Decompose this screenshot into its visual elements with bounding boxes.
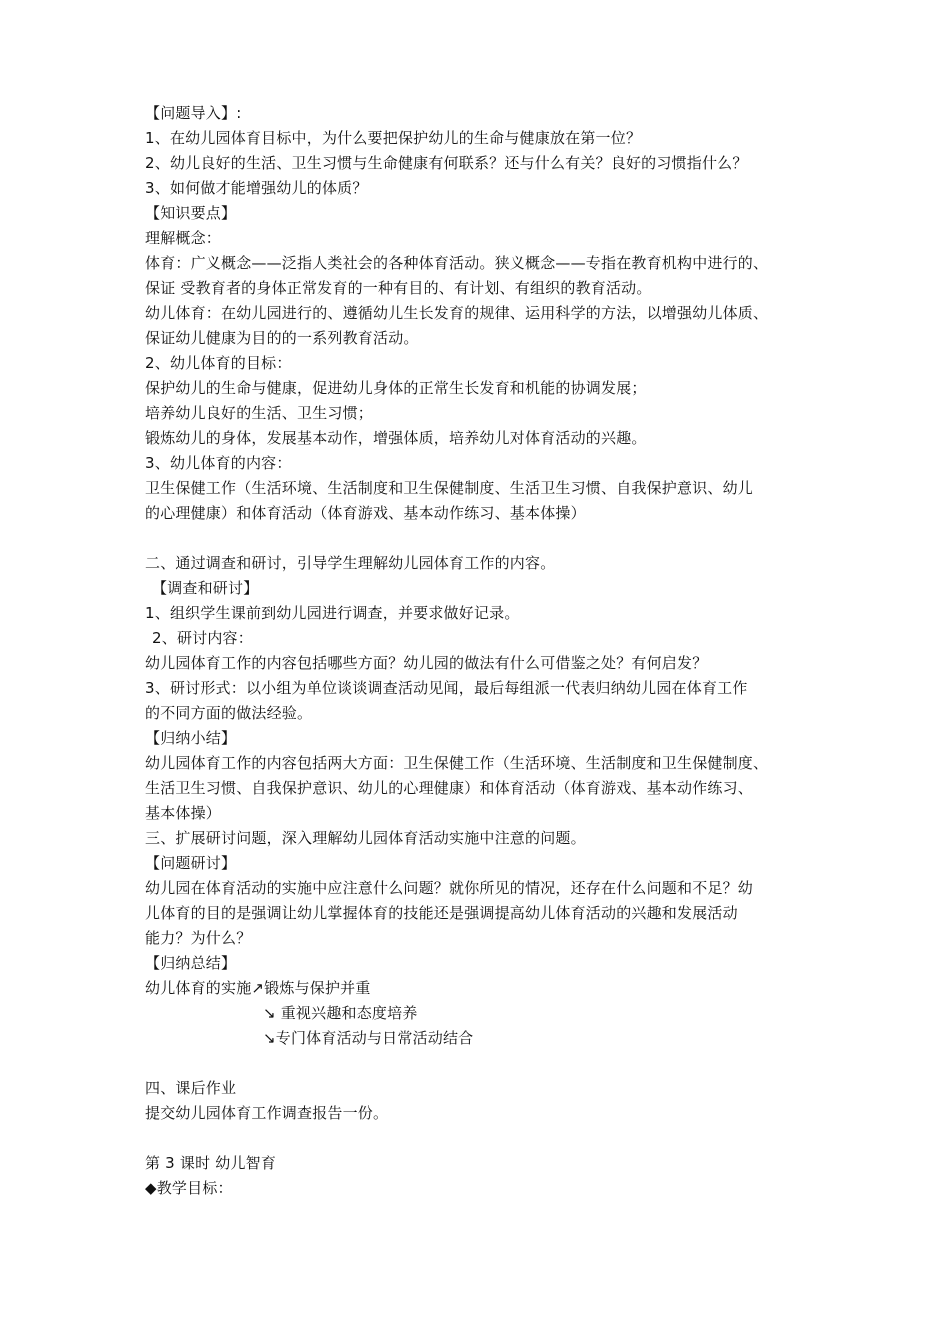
text-line: 3、如何做才能增强幼儿的体质？ (145, 179, 368, 197)
text-line: 生活卫生习惯、自我保护意识、幼儿的心理健康）和体育活动（体育游戏、基本动作练习、 (145, 779, 754, 797)
text-line: 锻炼幼儿的身体，发展基本动作，增强体质，培养幼儿对体育活动的兴趣。 (145, 429, 647, 447)
text-line: 提交幼儿园体育工作调查报告一份。 (145, 1104, 389, 1122)
text-line: 幼儿园在体育活动的实施中应注意什么问题？就你所见的情况，还存在什么问题和不足？幼 (145, 879, 754, 897)
text-line: 2、研讨内容： (152, 629, 253, 647)
heading-problem-discussion: 【问题研讨】 (145, 854, 237, 872)
heading-knowledge-points: 【知识要点】 (145, 204, 237, 222)
heading-summary: 【归纳小结】 (145, 729, 237, 747)
text-line: 保护幼儿的生命与健康，促进幼儿身体的正常生长发育和机能的协调发展； (145, 379, 647, 397)
text-line: 卫生保健工作（生活环境、生活制度和卫生保健制度、生活卫生习惯、自我保护意识、幼儿 (145, 479, 754, 497)
text-line: 理解概念： (145, 229, 222, 247)
text-line: 儿体育的目的是强调让幼儿掌握体育的技能还是强调提高幼儿体育活动的兴趣和发展活动 (145, 904, 738, 922)
text-line: 体育：广义概念——泛指人类社会的各种体育活动。狭义概念——专指在教育机构中进行的、 (145, 254, 769, 272)
section-heading-3: 三、扩展研讨问题，深入理解幼儿园体育活动实施中注意的问题。 (145, 829, 586, 847)
text-line: ↘ 重视兴趣和态度培养 (263, 1004, 418, 1022)
text-line: 幼儿体育的实施↗锻炼与保护并重 (145, 979, 371, 997)
text-line: 2、幼儿体育的目标： (145, 354, 292, 372)
text-line: 幼儿体育：在幼儿园进行的、遵循幼儿生长发育的规律、运用科学的方法，以增强幼儿体质、 (145, 304, 769, 322)
text-line: 的不同方面的做法经验。 (145, 704, 313, 722)
heading-conclusion: 【归纳总结】 (145, 954, 237, 972)
text-line: ↘专门体育活动与日常活动结合 (263, 1029, 474, 1047)
text-line: 2、幼儿良好的生活、卫生习惯与生命健康有何联系？还与什么有关？良好的习惯指什么？ (145, 154, 748, 172)
text-line: 保证 受教育者的身体正常发育的一种有目的、有计划、有组织的教育活动。 (145, 279, 652, 297)
text-line: 能力？为什么？ (145, 929, 252, 947)
text-line: 1、在幼儿园体育目标中，为什么要把保护幼儿的生命与健康放在第一位？ (145, 129, 642, 147)
text-line: 幼儿园体育工作的内容包括哪些方面？幼儿园的做法有什么可借鉴之处？有何启发？ (145, 654, 708, 672)
text-line: 基本体操） (145, 804, 222, 822)
text-line: 1、组织学生课前到幼儿园进行调查，并要求做好记录。 (145, 604, 520, 622)
text-line: 的心理健康）和体育活动（体育游戏、基本动作练习、基本体操） (145, 504, 586, 522)
heading-survey-discussion: 【调查和研讨】 (152, 579, 259, 597)
text-line: 3、研讨形式：以小组为单位谈谈调查活动见闻，最后每组派一代表归纳幼儿园在体育工作 (145, 679, 748, 697)
text-line: 保证幼儿健康为目的的一系列教育活动。 (145, 329, 419, 347)
section-heading-4: 四、课后作业 (145, 1079, 237, 1097)
lesson-title: 第 3 课时 幼儿智育 (145, 1154, 277, 1172)
heading-problem-intro: 【问题导入】: (145, 104, 242, 122)
text-line: 幼儿园体育工作的内容包括两大方面：卫生保健工作（生活环境、生活制度和卫生保健制度、 (145, 754, 769, 772)
text-line: 培养幼儿良好的生活、卫生习惯； (145, 404, 374, 422)
section-heading-2: 二、通过调查和研讨，引导学生理解幼儿园体育工作的内容。 (145, 554, 556, 572)
text-line: 3、幼儿体育的内容： (145, 454, 292, 472)
teaching-objectives-heading: ◆教学目标： (145, 1179, 233, 1197)
